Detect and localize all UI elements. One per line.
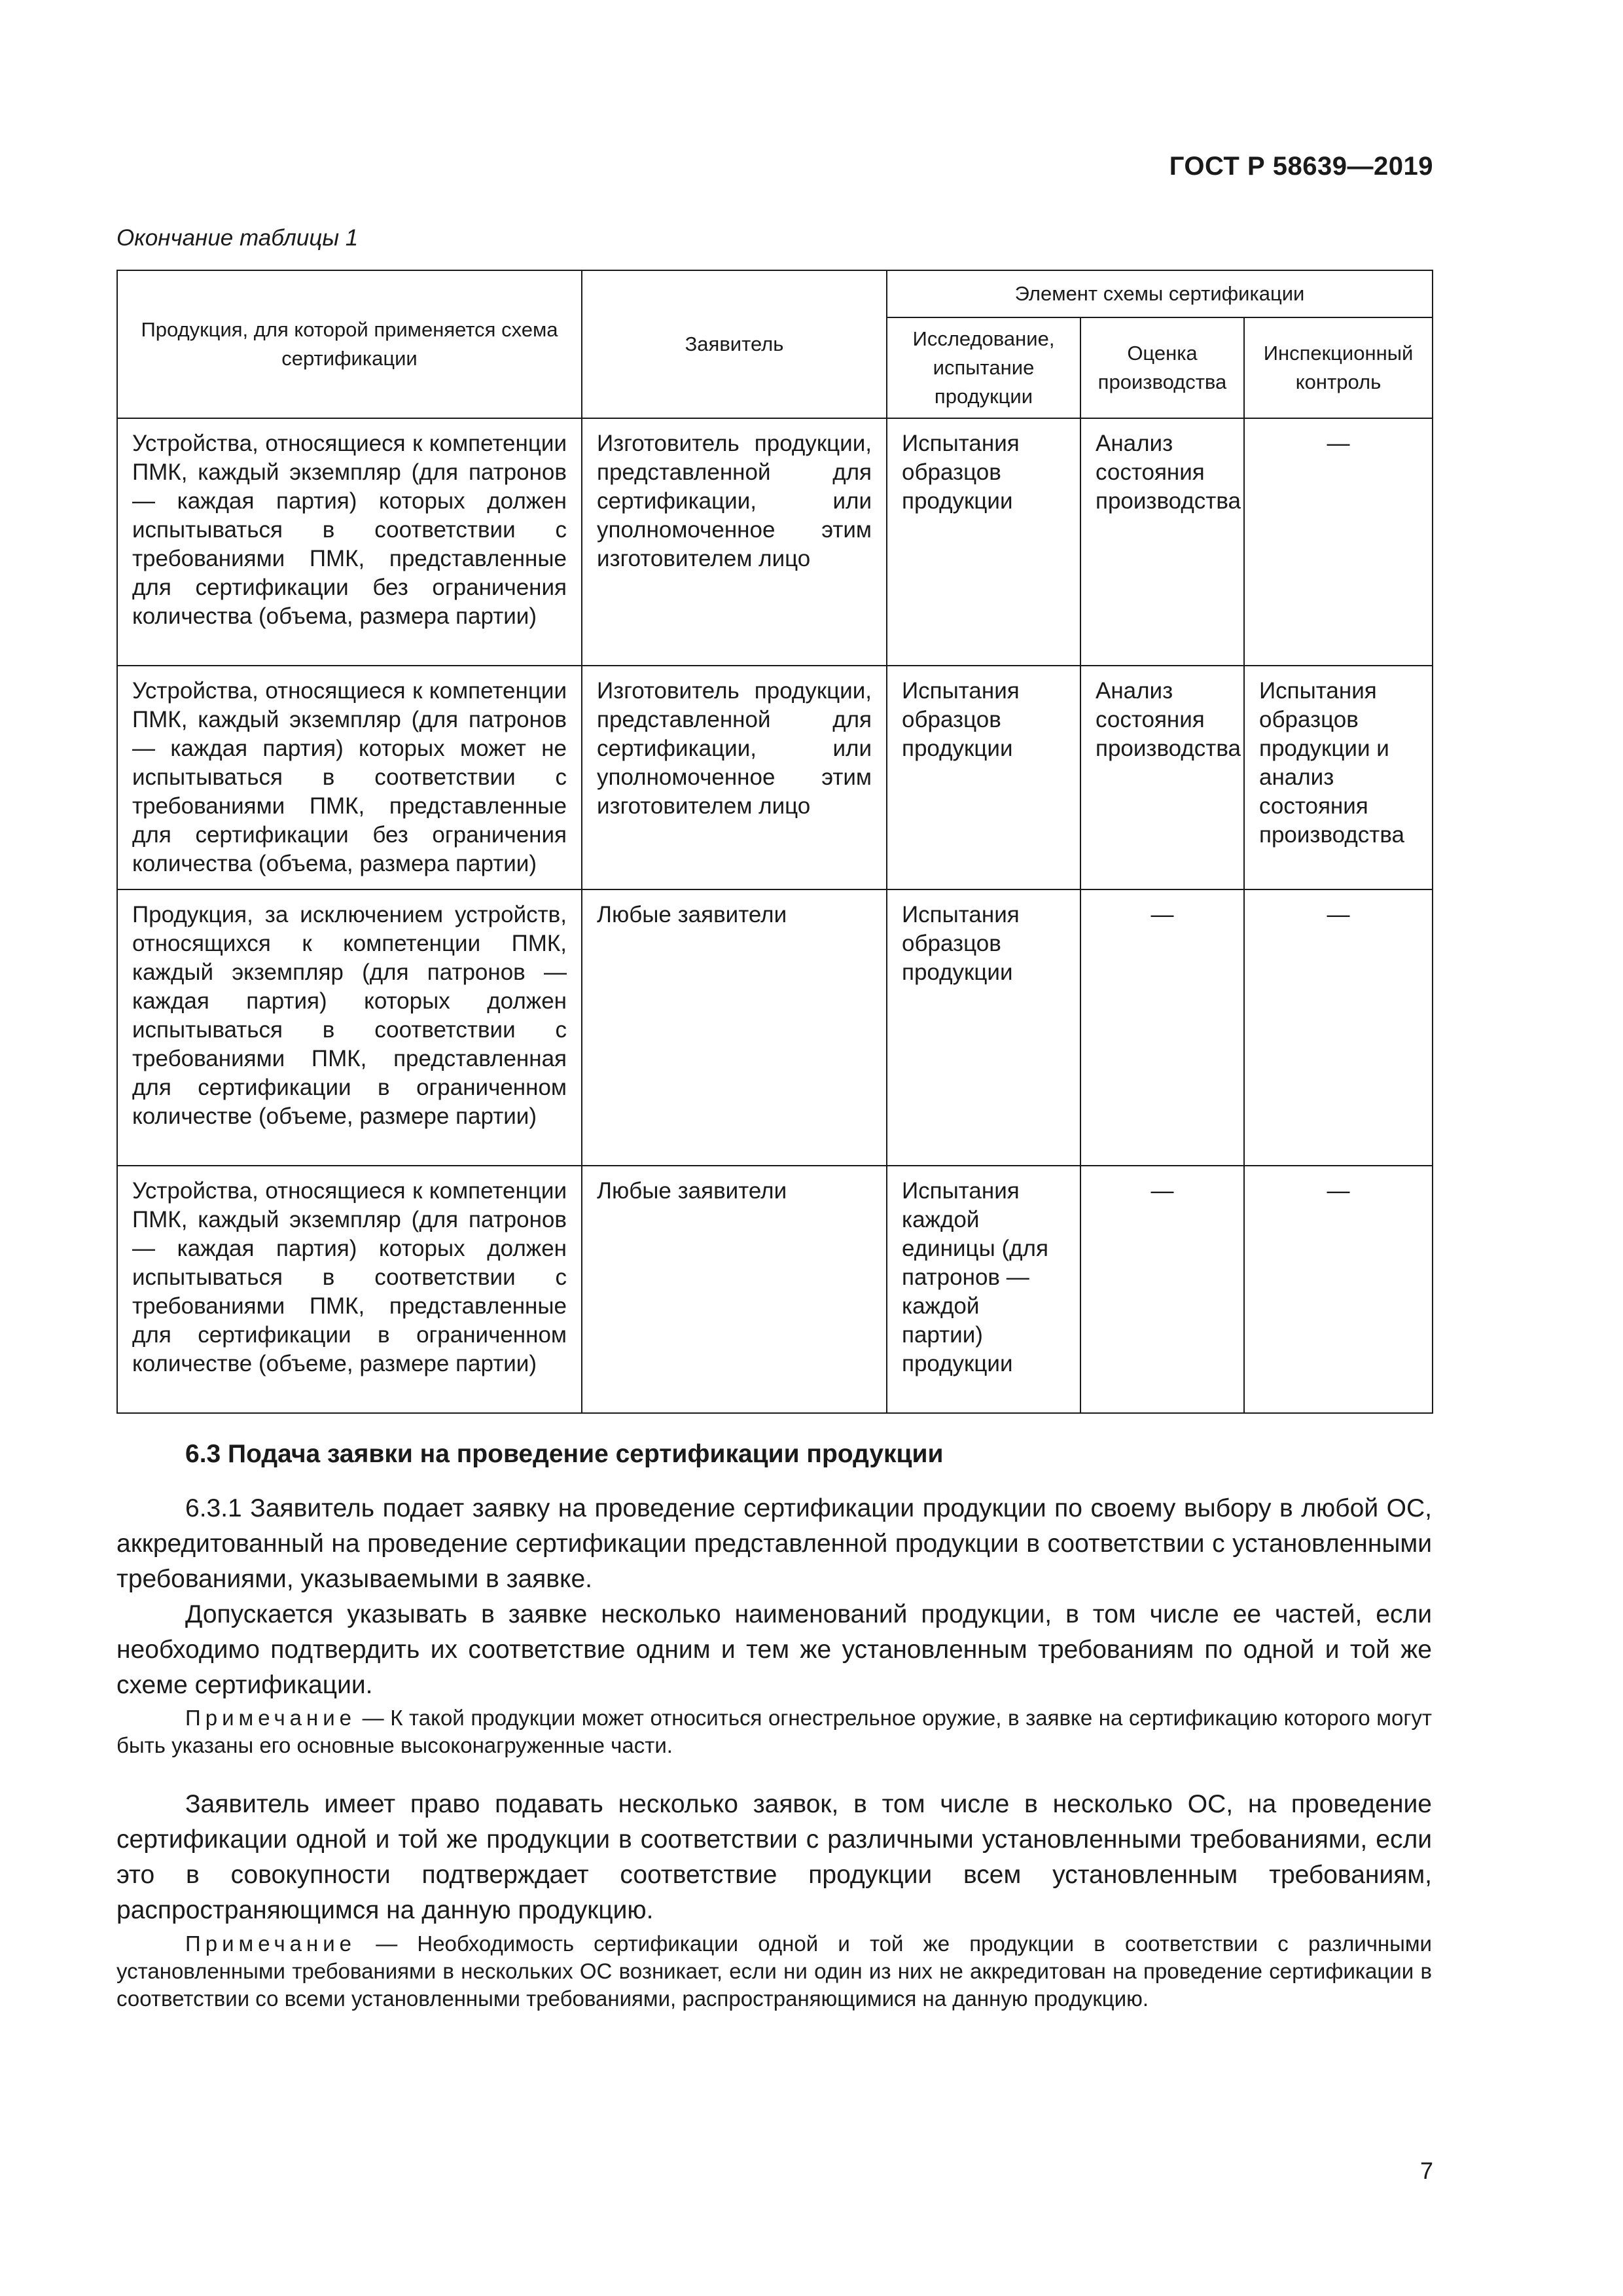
section-heading: 6.3 Подача заявки на проведение сертификации продукции [185,1440,944,1468]
table-row [117,1166,1433,1413]
cell-production: — [1080,889,1244,1166]
header-product: Продукция, для которой применяется схема сертификации [117,270,582,418]
note-1 [116,1704,1432,1759]
cell-inspection: — [1244,1166,1433,1413]
paragraph-multiple-applications: Заявитель имеет право подавать несколько заявок, в том числе в несколько ОС, на проведение сертификации одной и той же продукции в соответствии с различными установленными требованиями, если это в совокупности подтверждает соответствие продукции всем установленным требованиям, распространяющимся на данную продукцию. [116,1790,1432,1924]
cell-product: Устройства, относящиеся к компетенции ПМК, каждый экземпляр (для патронов — каждая партия) которых может не испытываться в соответствии с требованиями ПМК, представленные для сертификации без ограничения количества (объема, размера партии) [117,666,582,889]
cell-product: Устройства, относящиеся к компетенции ПМК, каждый экземпляр (для патронов — каждая партия) которых должен испытываться в соответствии с требованиями ПМК, представленные для сертификации в ограниченном количестве (объеме, размере партии) [117,1166,582,1413]
page-number: 7 [1419,2157,1433,2184]
paragraph-6-3-1: 6.3.1 Заявитель подает заявку на проведение сертификации продукции по своему выбору в любой ОС, аккредитованный на проведение сертификации представленной продукции в соответствии с установленными требованиями, указываемыми в заявке. [116,1494,1432,1593]
header-applicant: Заявитель [582,270,887,418]
header-production: Оценка производства [1080,317,1244,418]
header-inspection: Инспекционный контроль [1244,317,1433,418]
certification-scheme-table [116,270,1433,1414]
cell-applicant: Любые заявители [582,1166,887,1413]
cell-production: — [1080,1166,1244,1413]
cell-research: Испытания образцов продукции [887,889,1080,1166]
cell-production: Анализ состояния производства [1080,418,1244,666]
cell-applicant: Изготовитель продукции, представленной для сертификации, или уполномоченное этим изготовителем лицо [582,418,887,666]
note-label: Примечание [185,1931,357,1956]
document-code: ГОСТ Р 58639—2019 [1169,152,1433,181]
cell-research: Испытания образцов продукции [887,666,1080,889]
table-caption: Окончание таблицы 1 [116,225,359,251]
note-label: Примечание [185,1706,357,1730]
cell-research: Испытания каждой единицы (для патронов — каждой партии) продукции [887,1166,1080,1413]
header-scheme-element: Элемент схемы сертификации [887,270,1433,317]
table-row [117,889,1433,1166]
cell-inspection: — [1244,418,1433,666]
cell-inspection: — [1244,889,1433,1166]
header-research: Исследование, испытание продукции [887,317,1080,418]
cell-production: Анализ состояния производства [1080,666,1244,889]
note-text: — К такой продукции может относиться огнестрельное оружие, в заявке на сертификацию которого могут быть указаны его основные высоконагруженные части. [116,1706,1432,1757]
paragraph-multiple-products: Допускается указывать в заявке несколько наименований продукции, в том числе ее частей, если необходимо подтвердить их соответствие одним и тем же установленным требованиям по одной и той же схеме сертификации. [116,1600,1432,1699]
cell-applicant: Любые заявители [582,889,887,1166]
cell-research: Испытания образцов продукции [887,418,1080,666]
table-row [117,666,1433,889]
note-text: — Необходимость сертификации одной и той же продукции в соответствии с различными установленными требованиями в нескольких ОС возникает, если ни один из них не аккредитован на проведение сертификации в соответствии со всеми установленными требованиями, распространяющимися на данную продукцию. [116,1931,1432,2011]
note-2 [116,1930,1432,2013]
cell-applicant: Изготовитель продукции, представленной для сертификации, или уполномоченное этим изготовителем лицо [582,666,887,889]
cell-inspection: Испытания образцов продукции и анализ состояния производства [1244,666,1433,889]
cell-product: Продукция, за исключением устройств, относящихся к компетенции ПМК, каждый экземпляр (для патронов — каждая партия) которых должен испытываться в соответствии с требованиями ПМК, представленная для сертификации в ограниченном количестве (объеме, размере партии) [117,889,582,1166]
cell-product: Устройства, относящиеся к компетенции ПМК, каждый экземпляр (для патронов — каждая партия) которых должен испытываться в соответствии с требованиями ПМК, представленные для сертификации без ограничения количества (объема, размера партии) [117,418,582,666]
table-row [117,418,1433,666]
